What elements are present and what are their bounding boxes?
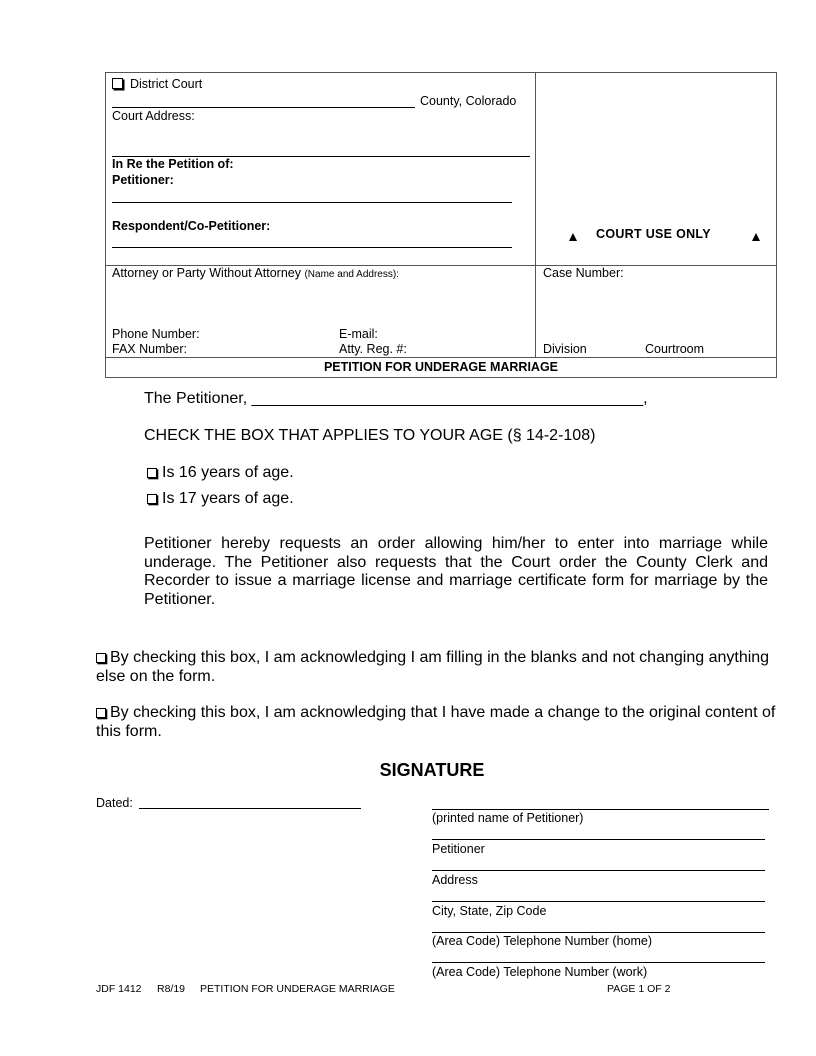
district-court-checkbox[interactable] xyxy=(112,78,123,89)
age-option-17[interactable] xyxy=(147,490,294,509)
caption-divider-vertical xyxy=(535,72,536,358)
up-arrow-right-icon xyxy=(752,228,760,246)
address-label: Address xyxy=(432,873,478,887)
in-re-label: In Re the Petition of: xyxy=(112,157,234,171)
dated-line[interactable] xyxy=(139,808,361,809)
ack-2-text: By checking this box, I am acknowledging that I have made a change to the original content of this form. xyxy=(96,704,776,740)
age-16-checkbox[interactable] xyxy=(147,468,157,478)
age-17-checkbox[interactable] xyxy=(147,494,157,504)
acknowledgment-2[interactable] xyxy=(96,704,776,741)
city-state-zip-label: City, State, Zip Code xyxy=(432,904,547,918)
acknowledgment-1[interactable] xyxy=(96,649,776,686)
footer-page: PAGE 1 OF 2 xyxy=(607,983,671,995)
request-paragraph: Petitioner hereby requests an order allowing him/her to enter into marriage while underage. The Petitioner also requests that the Court order the County Clerk and Recorder to issue a marriage license and marriage certificate form for marriage by the Petitioner. xyxy=(144,535,768,608)
signature-heading: SIGNATURE xyxy=(379,760,485,780)
city-state-zip-line[interactable] xyxy=(432,901,765,902)
age-16-label: Is 16 years of age. xyxy=(162,464,294,481)
printed-name-label: (printed name of Petitioner) xyxy=(432,811,584,825)
footer-form-id: JDF 1412 xyxy=(96,983,142,995)
attorney-sublabel: (Name and Address): xyxy=(304,269,399,280)
ack-1-text: By checking this box, I am acknowledging I am filling in the blanks and not changing anything else on the form. xyxy=(96,649,770,685)
age-option-16[interactable] xyxy=(147,464,294,483)
up-arrow-left-icon xyxy=(569,228,577,246)
petitioner-intro: The Petitioner, ____________________________________________, xyxy=(144,390,648,407)
petitioner-signature-label: Petitioner xyxy=(432,842,485,856)
respondent-name-line[interactable] xyxy=(112,247,512,248)
form-title: PETITION FOR UNDERAGE MARRIAGE xyxy=(323,360,559,374)
petitioner-label: Petitioner: xyxy=(112,173,174,187)
email-label: E-mail: xyxy=(339,327,378,341)
county-suffix: County, Colorado xyxy=(420,94,517,108)
ack-1-checkbox[interactable] xyxy=(96,653,106,663)
phone-label: Phone Number: xyxy=(112,327,200,341)
district-court-label: District Court xyxy=(130,77,203,91)
atty-reg-label: Atty. Reg. #: xyxy=(339,342,407,356)
ack-2-checkbox[interactable] xyxy=(96,708,106,718)
case-number-label: Case Number: xyxy=(543,266,624,280)
age-17-label: Is 17 years of age. xyxy=(162,490,294,507)
petitioner-signature-line[interactable] xyxy=(432,839,765,840)
attorney-label-group xyxy=(112,266,399,282)
home-phone-label: (Area Code) Telephone Number (home) xyxy=(432,934,653,948)
age-instruction: CHECK THE BOX THAT APPLIES TO YOUR AGE (§ 14-2-108) xyxy=(144,427,596,444)
respondent-label: Respondent/Co-Petitioner: xyxy=(112,219,271,233)
petitioner-name-line[interactable] xyxy=(112,202,512,203)
courtroom-label: Courtroom xyxy=(645,342,705,356)
court-address-label: Court Address: xyxy=(112,109,195,123)
district-court-option[interactable] xyxy=(112,77,202,92)
work-phone-line[interactable] xyxy=(432,962,765,963)
attorney-label: Attorney or Party Without Attorney xyxy=(112,266,301,280)
title-divider xyxy=(105,357,777,358)
footer-revision: R8/19 xyxy=(157,983,186,995)
printed-name-line[interactable] xyxy=(432,809,769,810)
home-phone-line[interactable] xyxy=(432,932,765,933)
dated-label: Dated: xyxy=(96,796,133,810)
work-phone-label: (Area Code) Telephone Number (work) xyxy=(432,965,648,979)
address-line[interactable] xyxy=(432,870,765,871)
footer-title: PETITION FOR UNDERAGE MARRIAGE xyxy=(200,983,395,995)
court-use-only: COURT USE ONLY xyxy=(596,227,711,241)
fax-label: FAX Number: xyxy=(112,342,188,356)
county-line[interactable] xyxy=(112,107,415,108)
division-label: Division xyxy=(543,342,587,356)
